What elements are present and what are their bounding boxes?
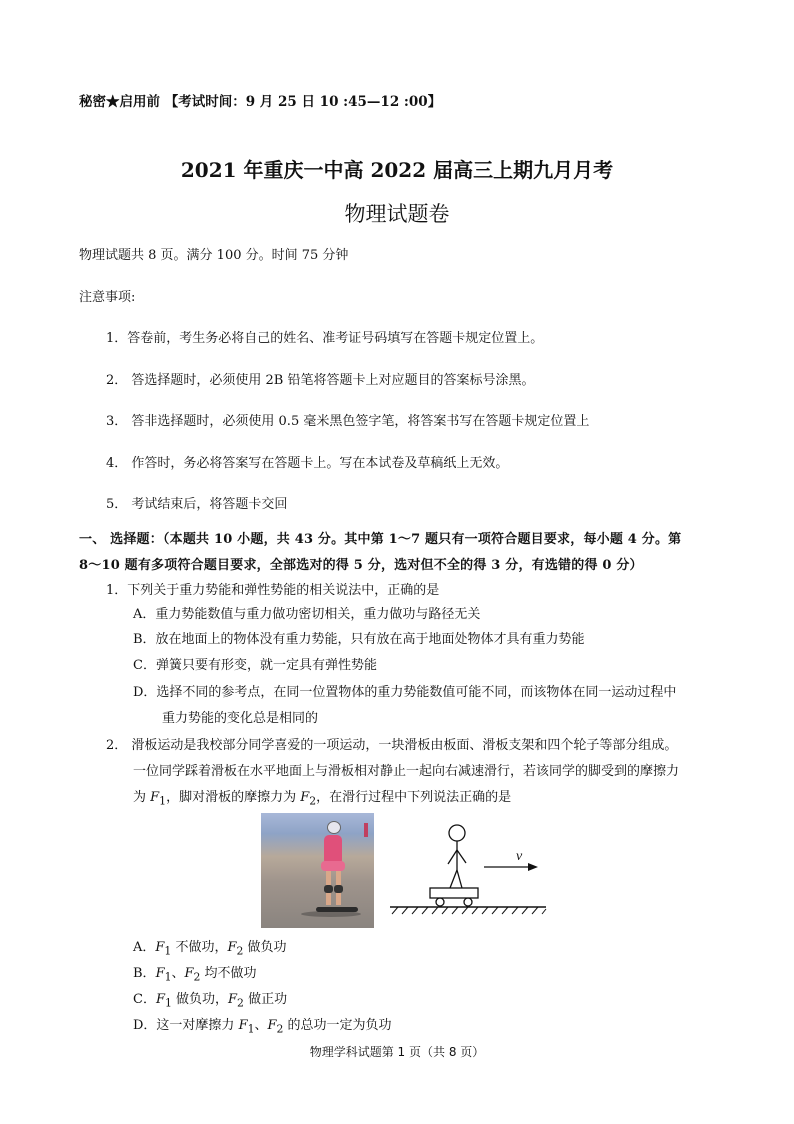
skateboard-deck	[430, 888, 478, 898]
exam-intro: 物理试题共 8 页。满分 100 分。时间 75 分钟	[79, 248, 349, 263]
velocity-label: v	[516, 849, 523, 864]
helmet	[327, 821, 341, 834]
stick-figure	[448, 825, 466, 888]
ground-hatch	[392, 907, 546, 914]
section-title: 一、 选择题：（本题共 10 小题，共 43 分。其中第 1～7 题只有一项符合题目要求，每小题 4 分。第	[79, 532, 682, 547]
knee-pad	[334, 885, 343, 893]
velocity-arrowhead	[528, 863, 538, 871]
page-footer: 物理学科试题第 1 页（共 8 页）	[309, 1045, 485, 1059]
notice-item: 3． 答非选择题时，必须使用 0.5 毫米黑色签字笔，将答案书写在答题卡规定位置上	[106, 414, 590, 429]
notice-heading: 注意事项:	[79, 290, 136, 305]
background-person	[364, 823, 368, 837]
exam-subtitle: 物理试题卷	[344, 202, 450, 226]
knee-pad	[324, 885, 333, 893]
skateboard	[316, 907, 358, 912]
question-1-stem: 1．下列关于重力势能和弹性势能的相关说法中，正确的是	[106, 583, 440, 598]
question-2-option-b: B．$F_1$、$F_2$ 均不做功	[133, 966, 257, 984]
notice-item: 1．答卷前，考生务必将自己的姓名、准考证号码填写在答题卡规定位置上。	[106, 331, 544, 346]
notice-item: 4． 作答时，务必将答案写在答题卡上。写在本试卷及草稿纸上无效。	[106, 456, 509, 471]
child-skirt	[321, 861, 345, 871]
confidential-header: 秘密★启用前 【考试时间：9 月 25 日 10 :45—12 :00】	[79, 94, 442, 110]
question-1-option-b: B．放在地面上的物体没有重力势能，只有放在高于地面处物体才具有重力势能	[133, 632, 585, 647]
question-2-option-a: A．$F_1$ 不做功，$F_2$ 做负功	[133, 940, 287, 958]
notice-item: 2． 答选择题时，必须使用 2B 铅笔将答题卡上对应题目的答案标号涂黑。	[106, 373, 535, 388]
question-1-option-d: D．选择不同的参考点，在同一位置物体的重力势能数值可能不同，而该物体在同一运动过程中	[133, 685, 677, 700]
question-2-stem-line3: 为 $F_1$，脚对滑板的摩擦力为 $F_2$，在滑行过程中下列说法正确的是	[133, 790, 512, 808]
wheel	[436, 898, 444, 906]
question-1-option-d-continued: 重力势能的变化总是相同的	[162, 711, 319, 726]
notice-item: 5． 考试结束后，将答题卡交回	[106, 497, 288, 512]
question-2-stem-line1: 2． 滑板运动是我校部分同学喜爱的一项运动，一块滑板由板面、滑板支架和四个轮子等部分组成。	[106, 738, 678, 753]
skateboard-photo	[261, 813, 374, 928]
question-1-option-c: C．弹簧只要有形变，就一定具有弹性势能	[133, 658, 377, 673]
question-2-option-c: C．$F_1$ 做负功，$F_2$ 做正功	[133, 992, 288, 1010]
question-2-option-d: D．这一对摩擦力 $F_1$、$F_2$ 的总功一定为负功	[133, 1018, 392, 1036]
section-title-continued: 8～10 题有多项符合题目要求，全部选对的得 5 分，选对但不全的得 3 分，有选错的得 0 分）	[79, 558, 643, 573]
wheel	[464, 898, 472, 906]
exam-title: 2021 年重庆一中高 2022 届高三上期九月月考	[180, 158, 614, 182]
question-1-option-a: A．重力势能数值与重力做功密切相关，重力做功与路径无关	[133, 607, 481, 622]
skateboard-diagram	[388, 820, 548, 920]
question-2-stem-line2: 一位同学踩着滑板在水平地面上与滑板相对静止一起向右减速滑行，若该同学的脚受到的摩擦力	[133, 764, 680, 779]
